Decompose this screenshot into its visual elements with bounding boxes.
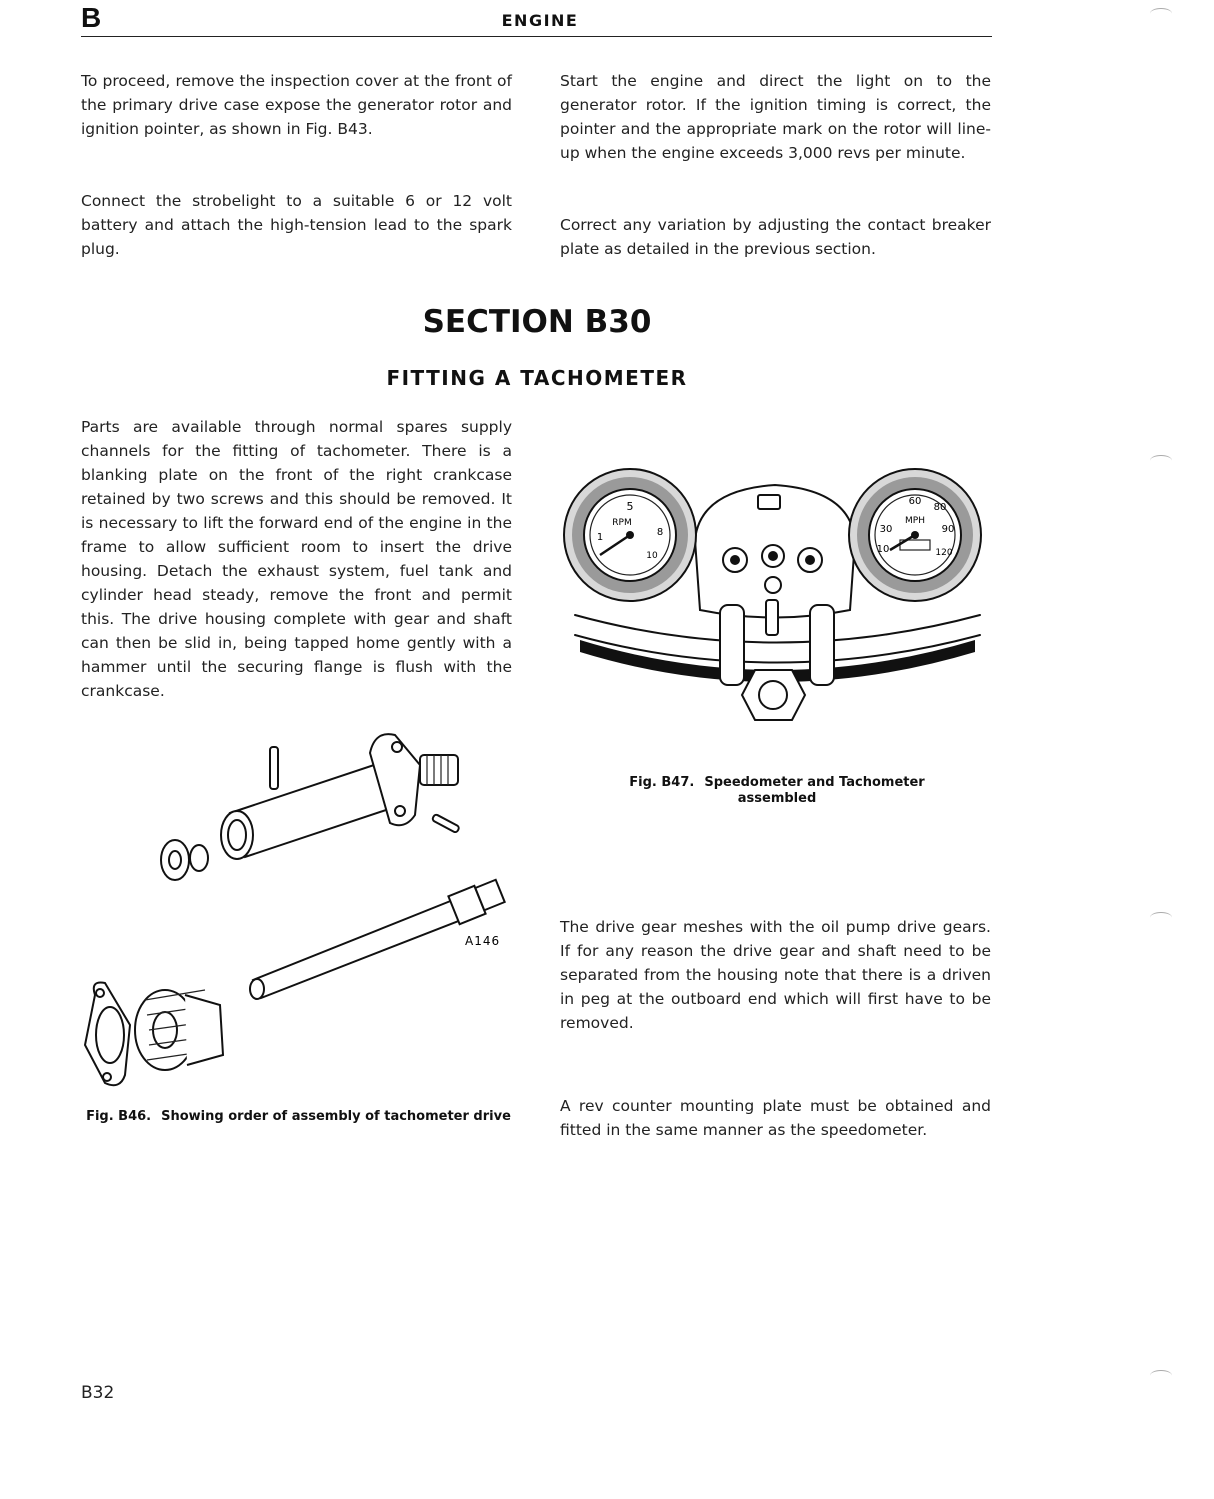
fitting-instructions-paragraph: Parts are available through normal spares supply channels for the fitting of tachometer. There is a blanking plate on the front of the right crankcase retained by two screws and this should be removed. It is necessary to lift the forward end of the engine in the frame to allow sufficient room to insert the drive housing. Detach the exhaust system, fuel tank and cylinder head steady, remove the front and permit this. The drive housing complete with gear and shaft can then be slid in, being tapped home gently with a hammer until the securing flange is flush with the crankcase.	[81, 418, 512, 700]
tacho-scale-top: 5	[626, 500, 634, 513]
figure-b47-caption	[612, 775, 942, 807]
figure-b46-ref-code: A146	[465, 934, 501, 948]
section-title: SECTION B30	[422, 304, 652, 340]
figure-b46-caption-text: Showing order of assembly of tachometer drive	[161, 1109, 511, 1124]
binding-hole-mark	[1150, 455, 1172, 466]
figure-b46-drive-assembly-illustration	[75, 725, 525, 1100]
section-letter: B	[81, 2, 102, 33]
tacho-scale-right: 8	[656, 527, 664, 538]
binding-hole-mark	[1150, 912, 1172, 923]
page-header-title: ENGINE	[501, 11, 579, 30]
speedo-mph-label: MPH	[905, 516, 925, 526]
binding-hole-mark	[1150, 1370, 1172, 1381]
tacho-rpm-label: RPM	[612, 518, 632, 528]
section-subtitle: FITTING A TACHOMETER	[386, 366, 688, 390]
tacho-scale-max: 10	[646, 551, 658, 561]
speedo-scale-120: 120	[935, 548, 953, 558]
figure-b46-number: Fig. B46.	[86, 1109, 152, 1124]
figure-b47-number: Fig. B47.	[629, 775, 695, 790]
drive-gear-paragraph: The drive gear meshes with the oil pump drive gears. If for any reason the drive gear and shaft need to be separated from the housing note that there is a driven in peg at the outboard end which will first have to be removed.	[560, 918, 991, 1032]
tacho-scale-left: 1	[596, 532, 604, 543]
figure-b47-caption-text: Speedometer and Tachometer assembled	[704, 775, 925, 806]
intro-left-paragraph-1: To proceed, remove the inspection cover at the front of the primary drive case expose the generator rotor and ignition pointer, as shown in Fig. B43.	[81, 72, 512, 138]
mounting-plate-paragraph: A rev counter mounting plate must be obtained and fitted in the same manner as the speedometer.	[560, 1097, 991, 1139]
intro-left-paragraph-2: Connect the strobelight to a suitable 6 or 12 volt battery and attach the high-tension lead to the spark plug.	[81, 192, 512, 258]
header-rule	[81, 36, 992, 37]
figure-b46-caption	[81, 1109, 516, 1125]
speedo-scale-30: 30	[879, 524, 893, 535]
binding-hole-mark	[1150, 8, 1172, 19]
intro-right-paragraph-2: Correct any variation by adjusting the contact breaker plate as detailed in the previous section.	[560, 216, 991, 258]
speedo-scale-top: 60	[908, 496, 922, 507]
speedo-scale-80: 80	[933, 502, 947, 513]
intro-right-paragraph-1: Start the engine and direct the light on to the generator rotor. If the ignition timing is correct, the pointer and the appropriate mark on the rotor will line-up when the engine exceeds 3,000 revs per minute.	[560, 72, 991, 162]
speedo-scale-10: 10	[876, 544, 890, 555]
speedo-scale-90: 90	[941, 524, 955, 535]
page-number: B32	[81, 1383, 115, 1403]
figure-b47-instruments-illustration	[560, 440, 990, 740]
